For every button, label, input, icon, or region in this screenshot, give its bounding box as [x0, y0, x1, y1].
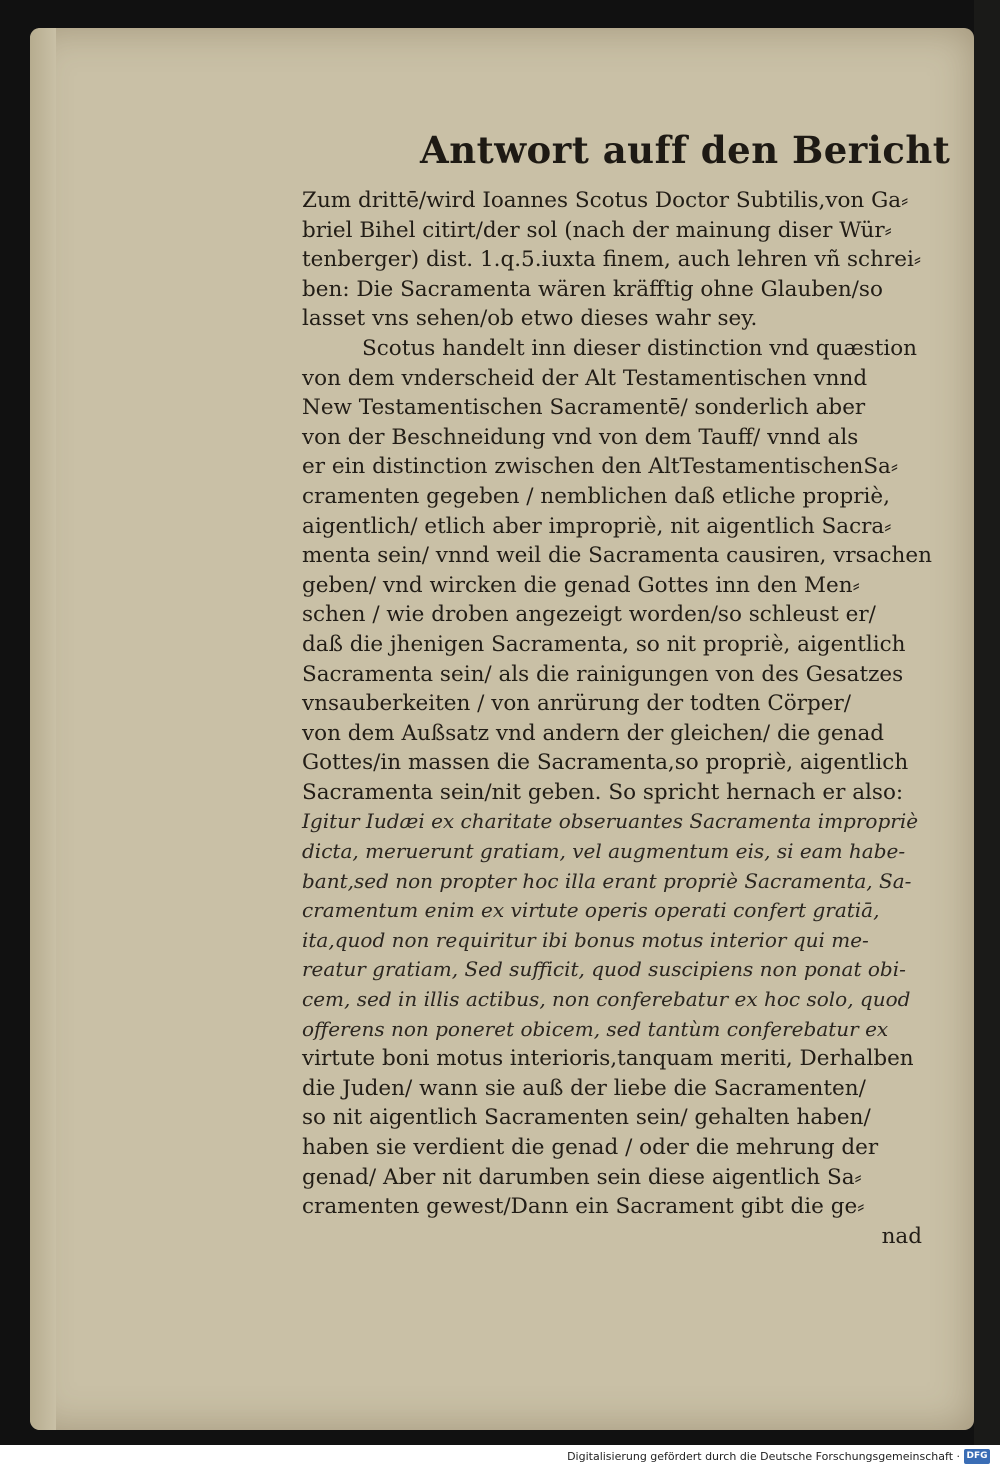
text-line: vnsauberkeiten / von anrürung der todten Cörper/	[302, 691, 852, 717]
text-line: ben: Die Sacramenta wären kräfftig ohne Glauben/so	[302, 276, 883, 302]
latin-text-line: bant,sed non propter hoc illa erant propriè Sacramenta, Sa-	[302, 868, 912, 893]
text-line: Gottes/in massen die Sacramenta,so propriè, aigentlich	[302, 750, 909, 776]
page-gutter	[30, 28, 56, 1430]
text-line: geben/ vnd wircken die genad Gottes inn den Men⸗	[302, 572, 860, 598]
text-line: Scotus handelt inn dieser distinction vnd quæstion	[362, 335, 918, 361]
page-edge	[974, 0, 1000, 1445]
funding-credit: Digitalisierung gefördert durch die Deutsche Forschungsgemeinschaft ·	[567, 1450, 960, 1463]
text-line: genad/ Aber nit darumben sein diese aigentlich Sa⸗	[302, 1164, 862, 1190]
text-line: New Testamentischen Sacramentē/ sonderlich aber	[302, 395, 866, 421]
latin-text-line: reatur gratiam, Sed sufficit, quod suscipiens non ponat obi-	[302, 957, 906, 982]
latin-text-line: offerens non poneret obicem, sed tantùm conferebatur ex	[302, 1016, 889, 1041]
text-line: haben sie verdient die genad / oder die mehrung der	[302, 1135, 879, 1160]
text-line: von dem Außsatz vnd andern der gleichen/ die genad	[302, 720, 885, 746]
text-line: Sacramenta sein/ als die rainigungen von des Gesatzes	[302, 661, 904, 687]
catchword: nad	[881, 1223, 922, 1249]
latin-text-line: Igitur Iudæi ex charitate obseruantes Sacramenta impropriè	[302, 809, 919, 834]
latin-text-line: cem, sed in illis actibus, non conferebatur ex hoc solo, quod	[302, 987, 911, 1012]
text-line: Sacramenta sein/nit geben. So spricht hernach er also:	[302, 779, 904, 805]
body-text	[302, 186, 962, 1251]
text-line: die Juden/ wann sie auß der liebe die Sacramenten/	[302, 1075, 866, 1101]
text-line: tenberger) dist. 1.q.5.iuxta finem, auch lehren vñ schrei⸗	[302, 247, 921, 273]
text-line: aigentlich/ etlich aber impropriè, nit aigentlich Sacra⸗	[302, 513, 892, 539]
text-line: cramenten gegeben / nemblichen daß etliche propriè,	[302, 483, 890, 509]
text-line: daß die jhenigen Sacramenta, so nit propriè, aigentlich	[302, 631, 906, 657]
latin-text-line: dicta, meruerunt gratiam, vel augmentum eis, si eam habe-	[302, 839, 906, 864]
text-line: briel Bihel citirt/der sol (nach der mainung diser Wür⸗	[302, 217, 892, 243]
text-line: lasset vns sehen/ob etwo dieses wahr sey.	[302, 306, 758, 332]
dfg-logo: DFG	[964, 1449, 990, 1464]
text-line: cramenten gewest/Dann ein Sacrament gibt die ge⸗	[302, 1194, 865, 1220]
latin-text-line: cramentum enim ex virtute operis operati confert gratiā,	[302, 898, 880, 923]
text-line: von der Beschneidung vnd von dem Tauff/ vnnd als	[302, 424, 859, 450]
text-line: schen / wie droben angezeigt worden/so schleust er/	[302, 602, 876, 628]
footer-bar	[0, 1445, 1000, 1469]
text-line: menta sein/ vnnd weil die Sacramenta causiren, vrsachen	[302, 543, 932, 569]
text-line: so nit aigentlich Sacramenten sein/ gehalten haben/	[302, 1105, 871, 1131]
latin-text-line: ita,quod non requiritur ibi bonus motus interior qui me-	[302, 927, 869, 952]
text-line: er ein distinction zwischen den AltTestamentischenSa⸗	[302, 454, 899, 480]
text-line: Zum drittē/wird Ioannes Scotus Doctor Subtilis,von Ga⸗	[302, 188, 909, 213]
running-head: Antwort auff den Bericht	[420, 128, 951, 172]
text-line: virtute boni motus interioris,tanquam meriti, Derhalben	[302, 1046, 914, 1072]
text-line: von dem vnderscheid der Alt Testamentischen vnnd	[302, 365, 868, 391]
